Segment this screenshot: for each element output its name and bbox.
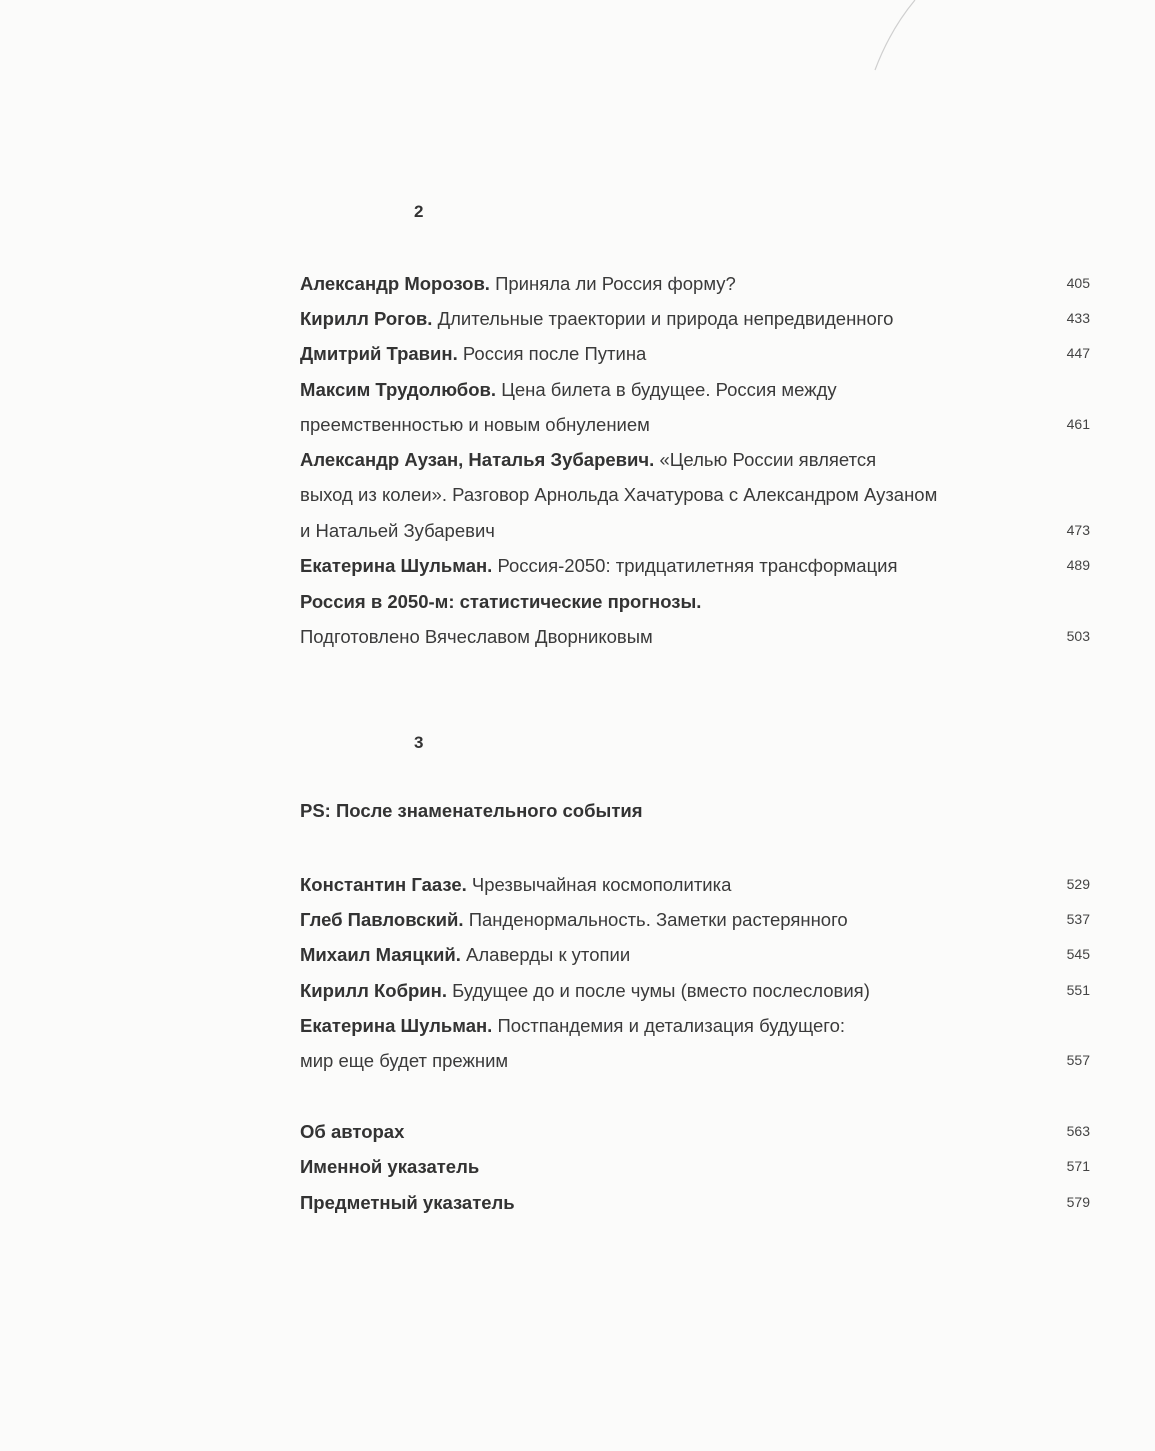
entry-author: Константин Гаазе.	[300, 874, 467, 895]
toc-entry-name-index[interactable]	[300, 1149, 1090, 1184]
entry-author: Дмитрий Травин.	[300, 343, 458, 364]
entry-page-number: 529	[1066, 876, 1090, 892]
toc-entry[interactable]	[300, 301, 1090, 336]
entry-title-cont: выход из колеи». Разговор Арнольда Хачатурова с Александром Аузаном	[300, 484, 938, 506]
entry-author: Кирилл Рогов.	[300, 308, 433, 329]
toc-entry[interactable]	[300, 266, 1090, 301]
section-number: 3	[414, 733, 424, 752]
toc-entry-subject-index[interactable]	[300, 1185, 1090, 1220]
toc-entry-about-authors[interactable]	[300, 1114, 1090, 1149]
entry-title-bold: Россия в 2050-м: статистические прогнозы.	[300, 591, 702, 612]
toc-entry[interactable]	[300, 937, 1090, 972]
entry-author: Екатерина Шульман.	[300, 1015, 493, 1036]
entry-page-number: 557	[1066, 1052, 1090, 1069]
entry-author: Михаил Маяцкий.	[300, 944, 461, 965]
entry-page-number: 447	[1066, 345, 1090, 361]
toc-entry[interactable]	[300, 584, 1090, 655]
entry-page-number: 579	[1066, 1194, 1090, 1210]
entry-title: Длительные траектории и природа непредвиденного	[437, 308, 894, 329]
page-scratch-mark	[870, 0, 930, 80]
entry-author: Екатерина Шульман.	[300, 555, 493, 576]
toc-entry[interactable]	[300, 372, 1090, 443]
entry-title: Цена билета в будущее. Россия между	[501, 379, 837, 400]
entry-page-number: 537	[1066, 911, 1090, 927]
entry-page-number: 545	[1066, 946, 1090, 962]
entry-page-number: 563	[1066, 1123, 1090, 1139]
entry-author: Глеб Павловский.	[300, 909, 464, 930]
entry-title: Приняла ли Россия форму?	[495, 273, 736, 294]
section-number: 2	[414, 202, 424, 221]
appendix-label: Именной указатель	[300, 1156, 480, 1177]
toc-entry[interactable]	[300, 336, 1090, 371]
entry-author: Максим Трудолюбов.	[300, 379, 497, 400]
entry-title: Россия-2050: тридцатилетняя трансформация	[497, 555, 898, 576]
entry-page-number: 473	[1066, 521, 1090, 538]
entry-title-cont: Подготовлено Вячеславом Дворниковым	[300, 626, 653, 648]
entry-page-number: 571	[1066, 1158, 1090, 1174]
toc-entry[interactable]	[300, 1008, 1090, 1079]
section-title: PS: После знаменательного события	[300, 800, 643, 821]
entry-title: «Целью России является	[659, 449, 877, 470]
entry-page-number: 405	[1066, 275, 1090, 291]
entry-title-cont: и Натальей Зубаревич	[300, 519, 495, 541]
toc-entry[interactable]	[300, 548, 1090, 583]
appendix-label: Предметный указатель	[300, 1192, 515, 1213]
toc-entry[interactable]	[300, 973, 1090, 1008]
entry-page-number: 489	[1066, 557, 1090, 573]
entry-page-number: 503	[1066, 628, 1090, 645]
appendix-label: Об авторах	[300, 1121, 405, 1142]
toc-entry[interactable]	[300, 867, 1090, 902]
entry-title: Постпандемия и детализация будущего:	[497, 1015, 846, 1036]
entry-page-number: 551	[1066, 982, 1090, 998]
entry-title: Панденормальность. Заметки растерянного	[468, 909, 848, 930]
entry-title-cont: мир еще будет прежним	[300, 1050, 509, 1072]
entry-author: Кирилл Кобрин.	[300, 980, 447, 1001]
entry-title: Россия после Путина	[462, 343, 647, 364]
entry-title: Чрезвычайная космополитика	[471, 874, 732, 895]
entry-page-number: 433	[1066, 310, 1090, 326]
toc-entry[interactable]	[300, 442, 1090, 548]
entry-author: Александр Аузан, Наталья Зубаревич.	[300, 449, 655, 470]
entry-title-cont: преемственностью и новым обнулением	[300, 414, 650, 436]
entry-author: Александр Морозов.	[300, 273, 490, 294]
entry-page-number: 461	[1066, 416, 1090, 433]
entry-title: Алаверды к утопии	[466, 944, 631, 965]
toc-entry[interactable]	[300, 902, 1090, 937]
entry-title: Будущее до и после чумы (вместо послесловия)	[452, 980, 870, 1001]
